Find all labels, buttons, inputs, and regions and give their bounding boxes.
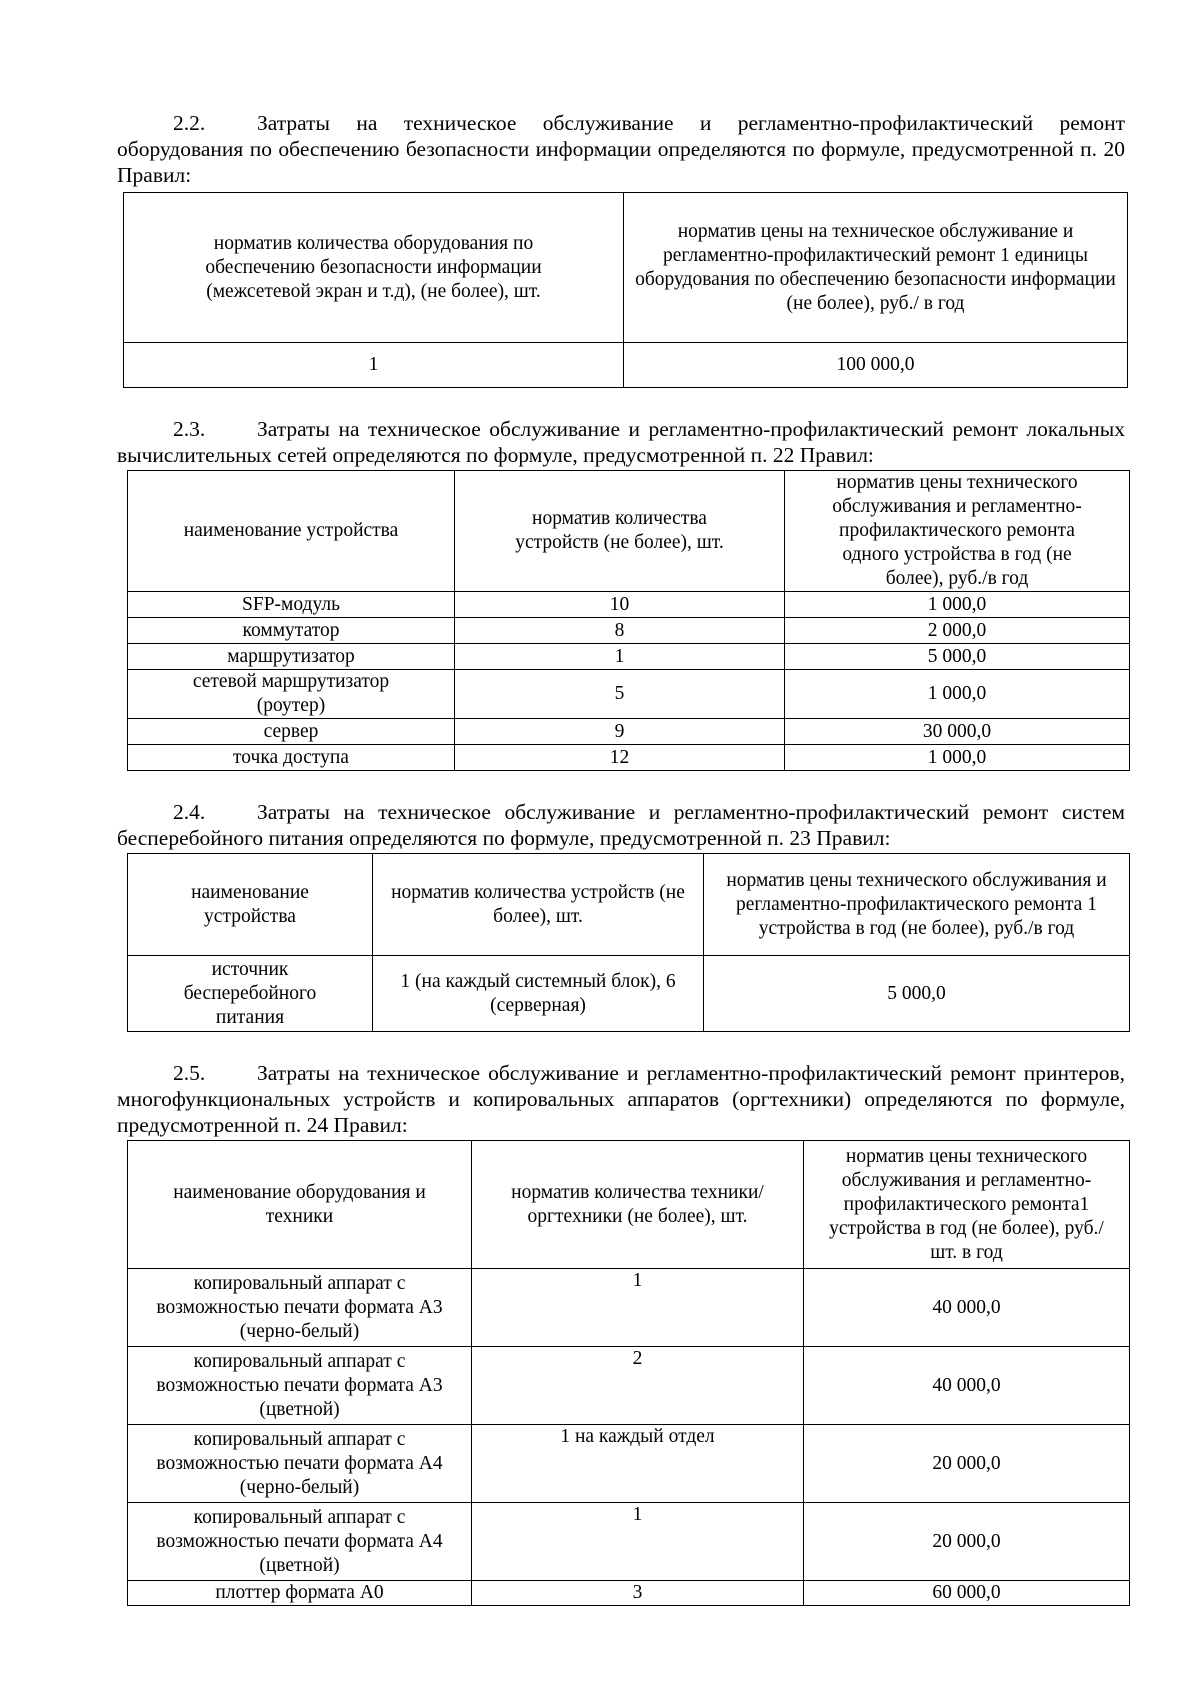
table-cell: 3 [472, 1581, 804, 1606]
table-cell: 1 000,0 [785, 592, 1130, 618]
table-cell: 20 000,0 [804, 1503, 1130, 1581]
header-cell: норматив количества оборудования по обеспечению безопасности информации (межсетевой экран и т.д), (не более), шт. [124, 193, 624, 343]
table-row [128, 1581, 1130, 1606]
table-cell: 5 [455, 670, 785, 719]
table-row [128, 956, 1130, 1032]
table-row [128, 592, 1130, 618]
table-header-row [128, 854, 1130, 956]
table-cell: 2 000,0 [785, 618, 1130, 644]
table-row [128, 1503, 1130, 1581]
table-row [128, 1347, 1130, 1425]
table-row [128, 670, 1130, 719]
table-cell: копировальный аппарат с возможностью печати формата А3 (цветной) [128, 1347, 472, 1425]
table-row [128, 719, 1130, 745]
table-row [124, 343, 1128, 388]
table-row [128, 1425, 1130, 1503]
table-row [128, 1269, 1130, 1347]
table-cell: SFP-модуль [128, 592, 455, 618]
table-row [128, 644, 1130, 670]
table-cell: 8 [455, 618, 785, 644]
table-cell: сетевой маршрутизатор (роутер) [128, 670, 455, 719]
table-security-equipment [123, 192, 1128, 388]
section-number: 2.4. [173, 800, 206, 824]
table-cell: 40 000,0 [804, 1269, 1130, 1347]
section-2-5-paragraph [117, 1060, 1125, 1138]
table-cell: 1 [472, 1269, 804, 1347]
table-cell: 20 000,0 [804, 1425, 1130, 1503]
section-number: 2.5. [173, 1061, 206, 1085]
table-cell: копировальный аппарат с возможностью печати формата А4 (цветной) [128, 1503, 472, 1581]
table-cell: коммутатор [128, 618, 455, 644]
table-cell: 1 (на каждый системный блок), 6 (серверная) [373, 956, 704, 1032]
section-text: Затраты на техническое обслуживание и регламентно-профилактический ремонт локальных вычислительных сетей определяются по формуле, предусмотренной п. 22 Правил: [117, 417, 1125, 467]
table-cell: 1 на каждый отдел [472, 1425, 804, 1503]
table-cell: источник бесперебойного питания [128, 956, 373, 1032]
header-cell: норматив цены на техническое обслуживание и регламентно-профилактический ремонт 1 единицы оборудования по обеспечению безопасности информации (не более), руб./ в год [624, 193, 1128, 343]
header-cell: наименование оборудования и техники [128, 1141, 472, 1269]
table-cell: 60 000,0 [804, 1581, 1130, 1606]
table-cell: 1 [455, 644, 785, 670]
table-cell: маршрутизатор [128, 644, 455, 670]
table-header-row [128, 471, 1130, 592]
header-cell: норматив цены технического обслуживания и регламентно-профилактического ремонта1 устройства в год (не более), руб./шт. в год [804, 1141, 1130, 1269]
table-header-row [128, 1141, 1130, 1269]
header-cell: норматив цены технического обслуживания и регламентно-профилактического ремонта одного устройства в год (не более), руб./в год [785, 471, 1130, 592]
table-cell: 100 000,0 [624, 343, 1128, 388]
table-cell: 9 [455, 719, 785, 745]
section-text: Затраты на техническое обслуживание и регламентно-профилактический ремонт систем бесперебойного питания определяются по формуле, предусмотренной п. 23 Правил: [117, 800, 1125, 850]
table-cell: 5 000,0 [704, 956, 1130, 1032]
table-row [128, 618, 1130, 644]
table-cell: сервер [128, 719, 455, 745]
section-number: 2.2. [173, 111, 206, 135]
section-number: 2.3. [173, 417, 206, 441]
table-cell: точка доступа [128, 745, 455, 771]
section-2-3-paragraph [117, 416, 1125, 468]
section-text: Затраты на техническое обслуживание и регламентно-профилактический ремонт оборудования по обеспечению безопасности информации определяются по формуле, предусмотренной п. 20 Правил: [117, 111, 1125, 187]
table-cell: 1 [124, 343, 624, 388]
table-lan-devices [127, 470, 1130, 771]
table-row [128, 745, 1130, 771]
table-cell: 1 [472, 1503, 804, 1581]
document-page [117, 110, 1125, 1606]
section-2-2-paragraph [117, 110, 1125, 188]
table-cell: 12 [455, 745, 785, 771]
table-cell: 30 000,0 [785, 719, 1130, 745]
table-cell: 10 [455, 592, 785, 618]
table-cell: копировальный аппарат с возможностью печати формата А4 (черно-белый) [128, 1425, 472, 1503]
header-cell: наименование устройства [128, 471, 455, 592]
table-office-equipment [127, 1140, 1130, 1606]
table-cell: копировальный аппарат с возможностью печати формата А3 (черно-белый) [128, 1269, 472, 1347]
table-cell: 5 000,0 [785, 644, 1130, 670]
header-cell: норматив количества техники/оргтехники (не более), шт. [472, 1141, 804, 1269]
table-cell: 40 000,0 [804, 1347, 1130, 1425]
table-ups-systems [127, 853, 1130, 1032]
header-cell: норматив цены технического обслуживания и регламентно-профилактического ремонта 1 устройства в год (не более), руб./в год [704, 854, 1130, 956]
table-cell: плоттер формата А0 [128, 1581, 472, 1606]
table-header-row [124, 193, 1128, 343]
table-cell: 2 [472, 1347, 804, 1425]
section-2-4-paragraph [117, 799, 1125, 851]
section-text: Затраты на техническое обслуживание и регламентно-профилактический ремонт принтеров, многофункциональных устройств и копировальных аппаратов (оргтехники) определяются по формуле, предусмотренной п. 24 Правил: [117, 1061, 1125, 1137]
table-cell: 1 000,0 [785, 670, 1130, 719]
table-cell: 1 000,0 [785, 745, 1130, 771]
header-cell: норматив количества устройств (не более), шт. [373, 854, 704, 956]
header-cell: наименование устройства [128, 854, 373, 956]
header-cell: норматив количества устройств (не более), шт. [455, 471, 785, 592]
